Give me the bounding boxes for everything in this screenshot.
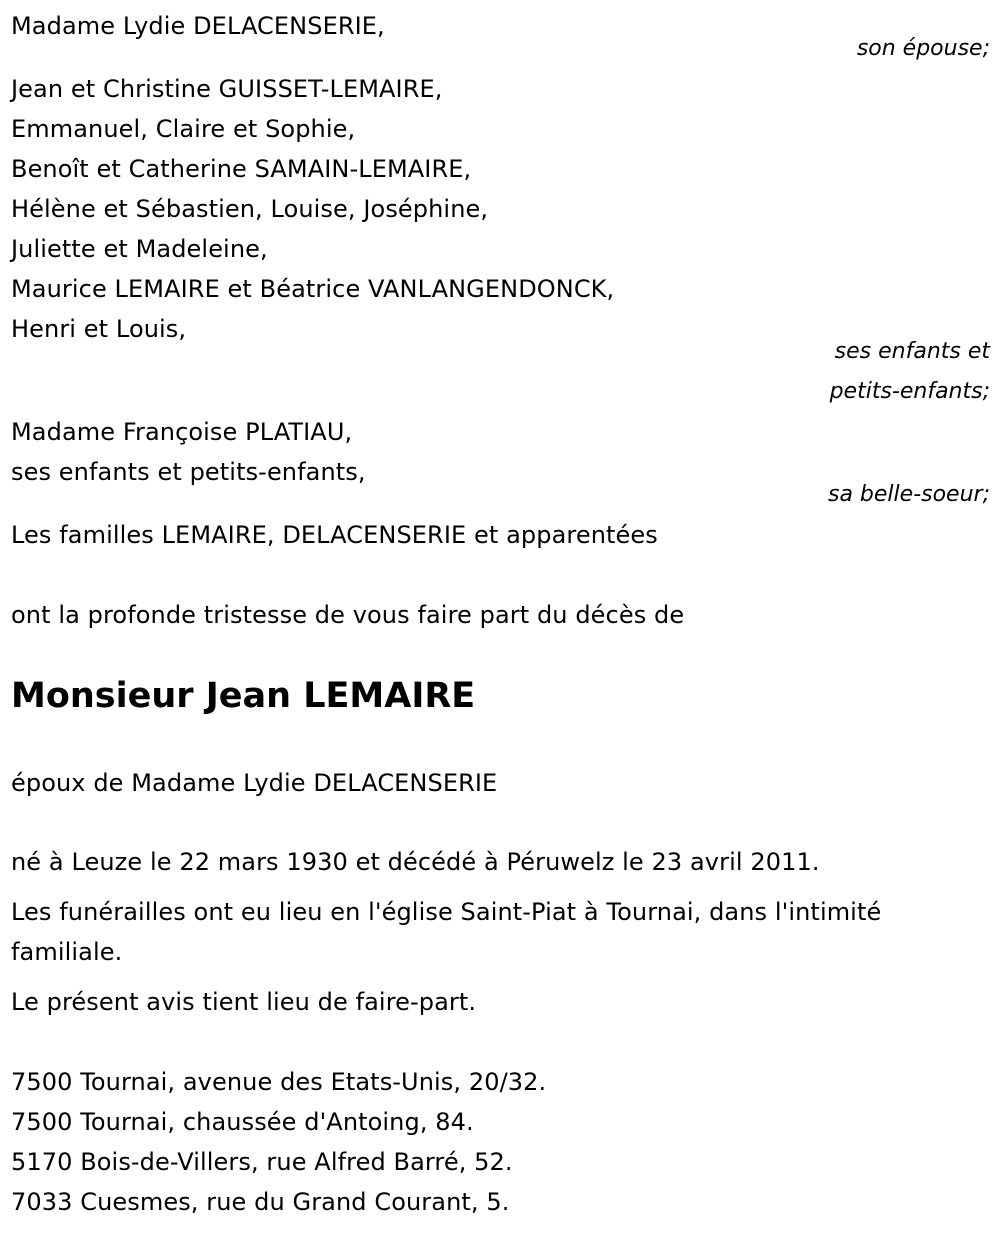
announcement: ont la profonde tristesse de vous faire part du décès de	[11, 601, 685, 629]
address-2: 7500 Tournai, chaussée d'Antoing, 84.	[11, 1108, 474, 1136]
child-line-1: Jean et Christine GUISSET-LEMAIRE,	[11, 75, 443, 103]
address-1: 7500 Tournai, avenue des Etats-Unis, 20/32.	[11, 1068, 547, 1096]
child-line-7: Henri et Louis,	[11, 315, 187, 343]
spouse-relation: son épouse;	[856, 36, 990, 61]
families-line: Les familles LEMAIRE, DELACENSERIE et apparentées	[11, 521, 658, 549]
child-line-5: Juliette et Madeleine,	[11, 235, 268, 263]
sister-in-law-name: Madame Françoise PLATIAU,	[11, 418, 353, 446]
deceased-name: Monsieur Jean LEMAIRE	[11, 676, 476, 716]
address-4: 7033 Cuesmes, rue du Grand Courant, 5.	[11, 1188, 510, 1216]
child-line-6: Maurice LEMAIRE et Béatrice VANLANGENDONCK,	[11, 275, 615, 303]
spouse-name: Madame Lydie DELACENSERIE,	[11, 12, 385, 40]
sister-in-law-relation: sa belle-soeur;	[828, 482, 990, 507]
funeral-line-2: familiale.	[11, 938, 123, 966]
child-line-4: Hélène et Sébastien, Louise, Joséphine,	[11, 195, 489, 223]
children-relation-line-2: petits-enfants;	[829, 379, 990, 404]
birth-death: né à Leuze le 22 mars 1930 et décédé à Péruwelz le 23 avril 2011.	[11, 848, 820, 876]
notice: Le présent avis tient lieu de faire-part.	[11, 988, 477, 1016]
spouse-of: époux de Madame Lydie DELACENSERIE	[11, 769, 498, 797]
children-relation-line-1: ses enfants et	[834, 339, 990, 364]
funeral-line-1: Les funérailles ont eu lieu en l'église Saint-Piat à Tournai, dans l'intimité	[11, 898, 882, 926]
child-line-2: Emmanuel, Claire et Sophie,	[11, 115, 356, 143]
address-3: 5170 Bois-de-Villers, rue Alfred Barré, 52.	[11, 1148, 513, 1176]
sister-in-law-family: ses enfants et petits-enfants,	[11, 458, 366, 486]
child-line-3: Benoît et Catherine SAMAIN-LEMAIRE,	[11, 155, 472, 183]
